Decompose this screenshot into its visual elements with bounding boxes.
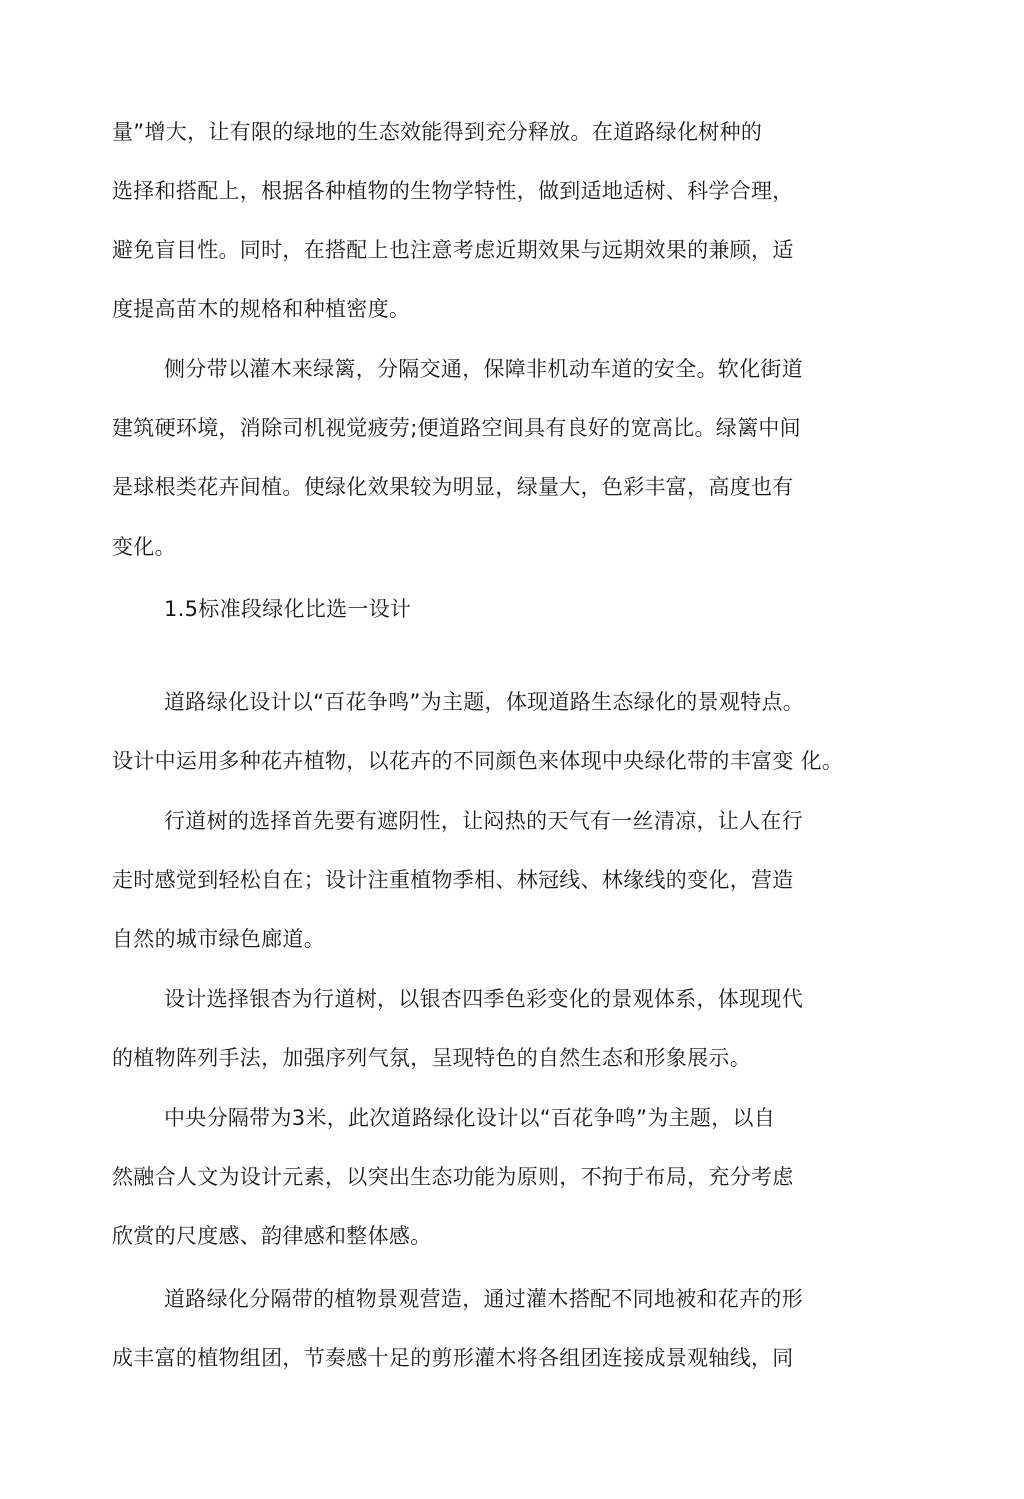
text-line: 走时感觉到轻松自在；设计注重植物季相、林冠线、林缘线的变化，营造 (112, 868, 794, 892)
text-line: 避免盲目性。同时，在搭配上也注意考虑近期效果与远期效果的兼顾，适 (112, 238, 794, 262)
text-line: 然融合人文为设计元素，以突出生态功能为原则，不拘于布局，充分考虑 (112, 1165, 794, 1189)
section-heading: 1.5标准段绿化比选一设计 (164, 597, 412, 621)
text-line: 量”增大，让有限的绿地的生态效能得到充分释放。在道路绿化树种的 (112, 120, 763, 144)
paragraph-start-line: 道路绿化分隔带的植物景观营造，通过灌木搭配不同地被和花卉的形 (164, 1287, 803, 1311)
paragraph-start-line: 侧分带以灌木来绿篱，分隔交通，保障非机动车道的安全。软化街道 (164, 357, 803, 381)
paragraph-start-line: 行道树的选择首先要有遮阴性，让闷热的天气有一丝清凉，让人在行 (164, 809, 803, 833)
text-line: 变化。 (112, 535, 176, 559)
text-line: 欣赏的尺度感、韵律感和整体感。 (112, 1224, 432, 1248)
paragraph-start-line: 中央分隔带为3米，此次道路绿化设计以“百花争鸣”为主题，以自 (164, 1106, 776, 1130)
text-line: 设计中运用多种花卉植物，以花卉的不同颜色来体现中央绿化带的丰富变 化。 (112, 749, 844, 773)
text-line: 建筑硬环境，消除司机视觉疲劳;便道路空间具有良好的宽高比。绿篱中间 (112, 416, 801, 440)
text-line: 是球根类花卉间植。使绿化效果较为明显，绿量大，色彩丰富，高度也有 (112, 475, 794, 499)
text-line: 度提高苗木的规格和种植密度。 (112, 297, 411, 321)
text-line: 选择和搭配上，根据各种植物的生物学特性，做到适地适树、科学合理， (112, 179, 794, 203)
text-line: 自然的城市绿色廊道。 (112, 927, 325, 951)
text-line: 成丰富的植物组团，节奏感十足的剪形灌木将各组团连接成景观轴线，同 (112, 1346, 794, 1370)
text-line: 的植物阵列手法，加强序列气氛，呈现特色的自然生态和形象展示。 (112, 1046, 751, 1070)
paragraph-start-line: 道路绿化设计以“百花争鸣”为主题，体现道路生态绿化的景观特点。 (164, 690, 805, 714)
paragraph-start-line: 设计选择银杏为行道树，以银杏四季色彩变化的景观体系，体现现代 (164, 987, 803, 1011)
